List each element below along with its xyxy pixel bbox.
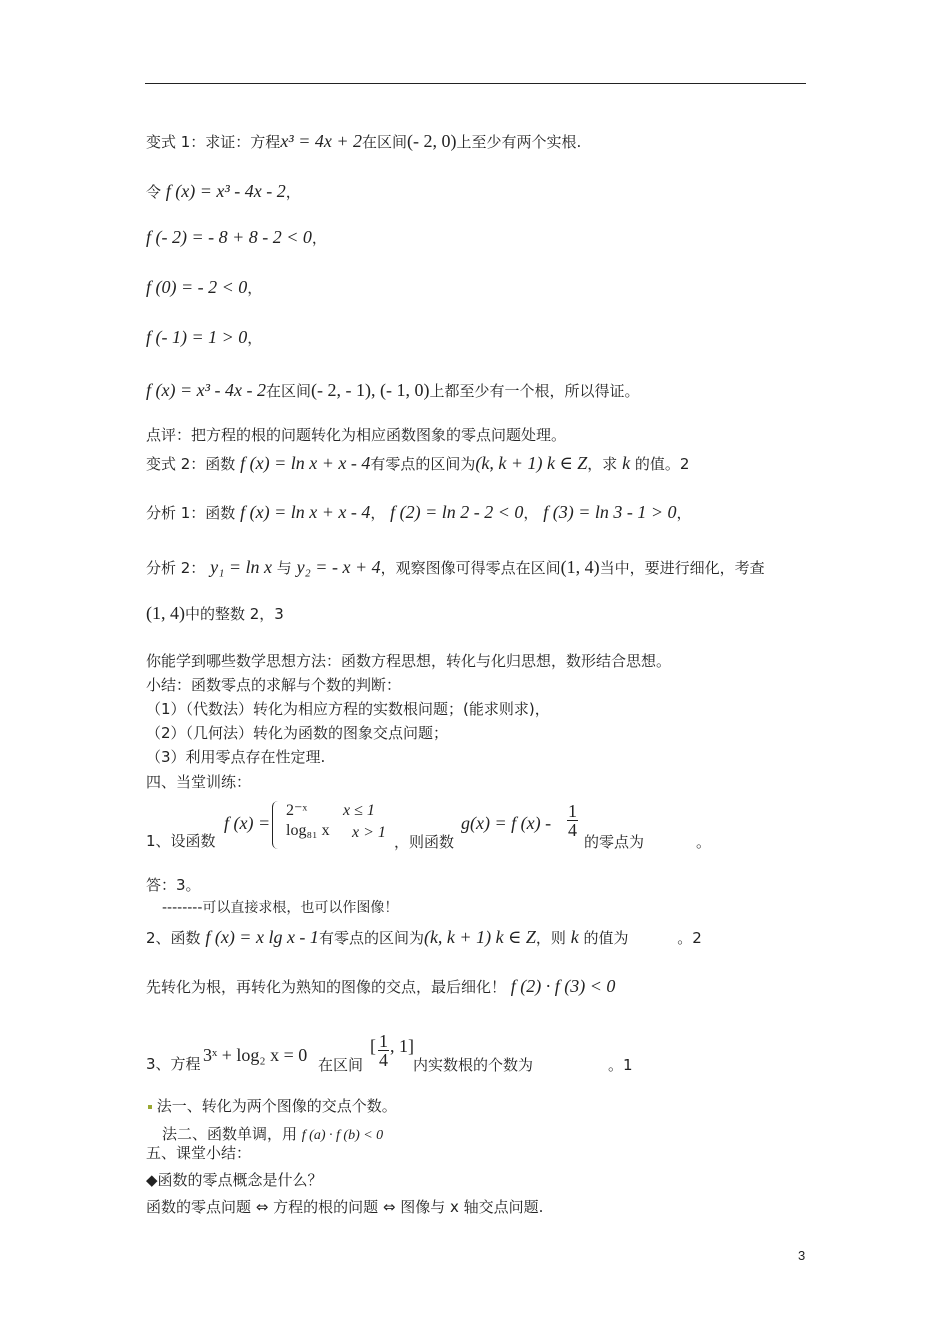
answer1-line	[146, 875, 201, 895]
equivalence-line	[146, 1197, 543, 1217]
q1-piecewise-brace	[272, 801, 281, 849]
q2-k: k	[570, 927, 579, 947]
q2-label: 2、函数	[146, 929, 201, 947]
answer1-text: 答：3。	[146, 876, 201, 894]
summary-item-2	[146, 723, 448, 743]
summary-text: 小结：函数零点的求解与个数的判断：	[146, 676, 402, 694]
analysis2-y1: y₁ = ln x	[210, 557, 272, 577]
variant1-equation: x³ = 4x + 2	[280, 131, 362, 151]
q3-interval-open: [	[370, 1036, 376, 1056]
section-5-title: 五、课堂小结：	[146, 1144, 252, 1162]
comma: ，	[247, 279, 263, 297]
concept-question: ◆函数的零点概念是什么？	[146, 1171, 323, 1189]
q3-mid: 在区间	[318, 1056, 364, 1074]
analysis2-interval: (1, 4)	[560, 557, 600, 577]
q2-tail: ，则	[535, 929, 566, 947]
analysis2-label: 分析 2：	[146, 559, 206, 577]
conclusion-tail: 上都至少有一个根，所以得证。	[429, 382, 640, 400]
analysis2-line2	[146, 603, 284, 624]
analysis1-f2: f (2) = ln 2 - 2 < 0	[390, 502, 524, 522]
comment-text: 点评：把方程的根的问题转化为相应函数图象的零点问题处理。	[146, 426, 567, 444]
f-0-line	[146, 277, 262, 298]
summary-item-1	[146, 699, 550, 719]
q1-frac-numerator: 1	[568, 801, 577, 821]
q1-function-name: f (x) =	[224, 813, 271, 833]
methods-line	[146, 651, 671, 671]
variant2-label: 变式 2：函数	[146, 455, 236, 473]
summary-item-3	[146, 747, 325, 767]
let-line	[146, 181, 301, 202]
q3-fraction	[378, 1032, 389, 1069]
q3-equation: 3ˣ + log₂ x = 0	[203, 1045, 308, 1065]
q1-label: 1、设函数	[146, 832, 216, 850]
q3-frac-numerator: 1	[379, 1031, 388, 1051]
section-4-title: 四、当堂训练：	[146, 773, 252, 791]
f-minus2-line	[146, 227, 327, 248]
comma: ，	[247, 329, 263, 347]
q3-answer: 。1	[608, 1056, 633, 1074]
comment-line	[146, 425, 566, 445]
method2-equation: f (a) · f (b) < 0	[301, 1128, 384, 1143]
method2-text: 法二、函数单调，用	[162, 1125, 298, 1143]
marker-dot-icon	[148, 1105, 152, 1109]
q3-interval-close: , 1]	[390, 1036, 414, 1056]
concept-line	[146, 1170, 323, 1190]
note1-line	[162, 897, 398, 918]
q2-mid: 有零点的区间为	[318, 929, 424, 947]
q1-case1-cond: x ≤ 1	[343, 802, 375, 819]
variant1-label: 变式 1：求证：方程	[146, 133, 281, 151]
conclusion-intervals: (- 2, - 1), (- 1, 0)	[311, 380, 430, 400]
comma: ，	[370, 504, 386, 522]
comma: ，	[285, 183, 301, 201]
q3-tail: 内实数根的个数为	[413, 1056, 534, 1074]
method1-text: 法一、转化为两个图像的交点个数。	[156, 1097, 397, 1115]
hint2-line	[146, 976, 615, 997]
q1-g-function: g(x) = f (x) -	[461, 813, 552, 833]
variant2-function: f (x) = ln x + x - 4	[240, 453, 371, 473]
q1-fraction	[567, 802, 578, 839]
variant1-tail: 上至少有两个实根.	[456, 133, 582, 151]
conclusion-mid: 在区间	[266, 382, 312, 400]
comma: ，	[311, 229, 327, 247]
variant2-line	[146, 453, 689, 474]
let-label: 令	[146, 183, 162, 201]
analysis2-and: 与	[276, 559, 292, 577]
q2-interval: (k, k + 1) k ∈ Z	[423, 927, 536, 947]
summary-item-1-text: （1）（代数法）转化为相应方程的实数根问题；(能求则求)，	[146, 700, 550, 718]
q3-label: 3、方程	[146, 1055, 201, 1073]
analysis2-mid: ，观察图像可得零点在区间	[380, 559, 561, 577]
note1-text: --------可以直接求根，也可以作图像！	[162, 900, 399, 916]
summary-line	[146, 675, 401, 695]
section-4-heading	[146, 772, 251, 792]
method1-line	[148, 1096, 397, 1116]
q1-end: 。	[696, 833, 712, 851]
conclusion-line	[146, 380, 640, 401]
analysis1-function: f (x) = ln x + x - 4	[240, 502, 371, 522]
variant2-mid: 有零点的区间为	[370, 455, 476, 473]
q1-case2-expr: log₈₁ x	[286, 822, 330, 839]
q2-function: f (x) = x lg x - 1	[205, 927, 319, 947]
q3-label-line	[146, 1054, 201, 1074]
hint2-equation: f (2) · f (3) < 0	[510, 976, 616, 996]
variant1-interval: (- 2, 0)	[407, 131, 457, 151]
q1-frac-denominator: 4	[568, 820, 577, 840]
analysis2-tail2: 中的整数 2，3	[185, 605, 284, 623]
q2-answer: 。2	[677, 929, 702, 947]
q2-end: 的值为	[583, 929, 629, 947]
variant2-k: k	[622, 453, 631, 473]
q1-label-line	[146, 831, 216, 851]
analysis2-tail: 当中，要进行细化，考查	[599, 559, 765, 577]
analysis2-interval2: (1, 4)	[146, 603, 185, 623]
hint2-text: 先转化为根，再转化为熟知的图像的交点，最后细化！	[146, 978, 507, 996]
variant2-end: 的值。2	[634, 455, 690, 473]
q3-frac-denominator: 4	[379, 1050, 388, 1070]
q1-tail: 的零点为	[584, 833, 645, 851]
section-5-heading	[146, 1143, 251, 1163]
header-rule	[145, 83, 806, 84]
f-0-value: f (0) = - 2 < 0	[146, 277, 248, 297]
analysis2-y2: y₂ = - x + 4	[296, 557, 381, 577]
variant2-interval: (k, k + 1) k ∈ Z	[475, 453, 588, 473]
variant1-mid: 在区间	[361, 133, 407, 151]
analysis1-f3: f (3) = ln 3 - 1 > 0	[543, 502, 677, 522]
q2-line	[146, 927, 702, 948]
q1-case1-expr: 2⁻ˣ	[286, 802, 308, 819]
function-definition: f (x) = x³ - 4x - 2	[165, 181, 286, 201]
summary-item-3-text: （3）利用零点存在性定理.	[146, 748, 326, 766]
f-minus1-value: f (- 1) = 1 > 0	[146, 327, 248, 347]
equivalence-text: 函数的零点问题 ⇔ 方程的根的问题 ⇔ 图像与 x 轴交点问题.	[146, 1198, 544, 1216]
methods-text: 你能学到哪些数学思想方法：函数方程思想，转化与化归思想，数形结合思想。	[146, 652, 672, 670]
conclusion-function: f (x) = x³ - 4x - 2	[146, 380, 266, 400]
variant2-tail: ，求	[587, 455, 618, 473]
q1-case2-cond: x > 1	[352, 824, 386, 841]
comma: ，	[523, 504, 539, 522]
analysis2-line	[146, 557, 765, 578]
analysis1-line	[146, 502, 692, 523]
q1-mid: ，则函数	[394, 833, 455, 851]
page-number: 3	[798, 1248, 806, 1263]
summary-item-2-text: （2）（几何法）转化为函数的图象交点问题；	[146, 724, 449, 742]
comma: ，	[676, 504, 692, 522]
f-minus1-line	[146, 327, 262, 348]
variant1-line	[146, 131, 581, 152]
f-minus2-value: f (- 2) = - 8 + 8 - 2 < 0	[146, 227, 312, 247]
analysis1-label: 分析 1：函数	[146, 504, 236, 522]
